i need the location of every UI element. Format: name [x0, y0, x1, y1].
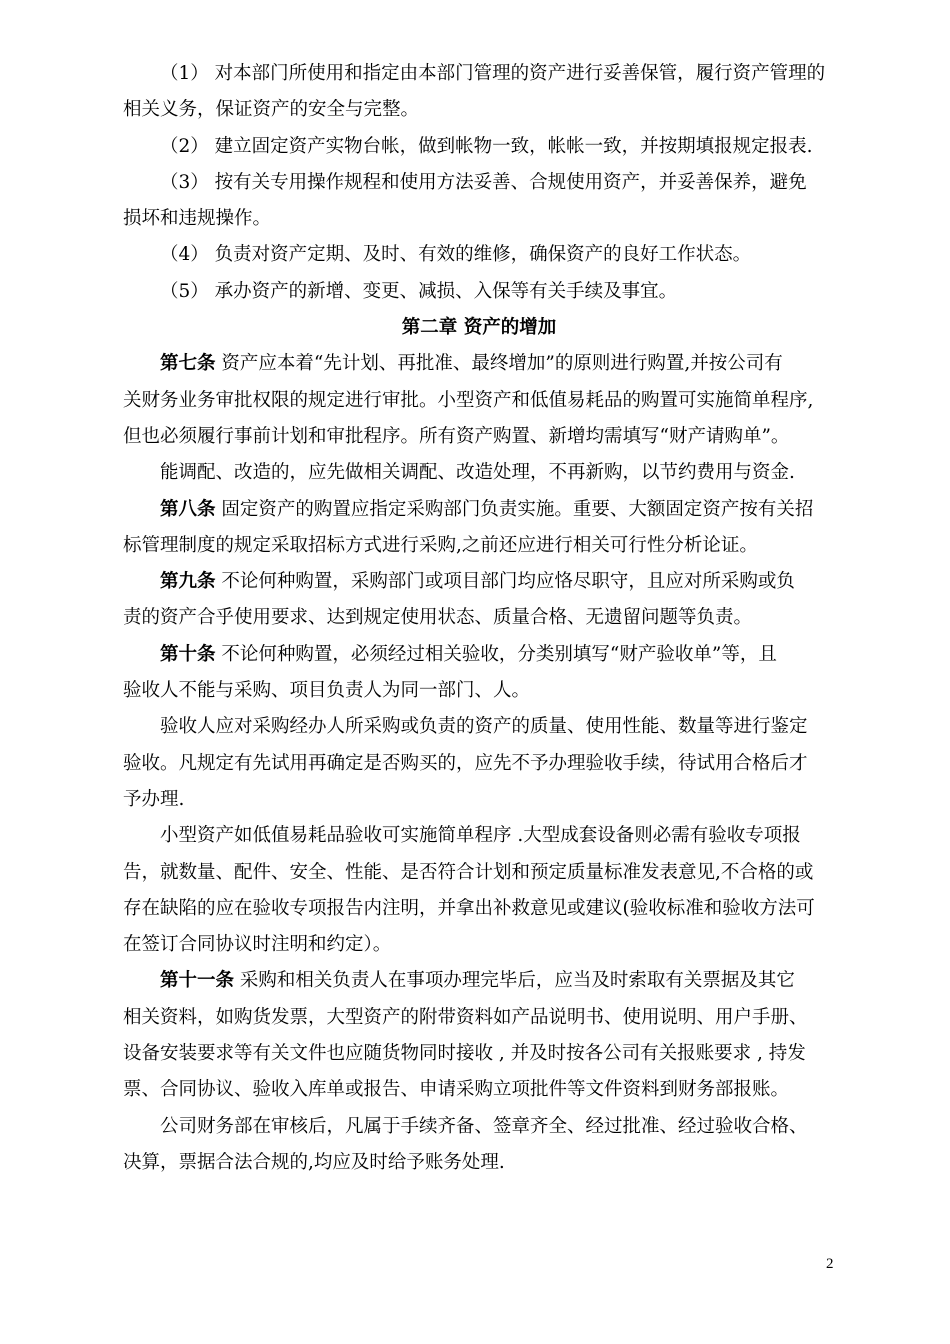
article-10-line-2: 验收人不能与采购、项目负责人为同一部门、人。 — [123, 680, 531, 702]
duty-item-1-line-2: 相关义务，保证资产的安全与完整。 — [123, 99, 420, 121]
article-9-line-1: 第九条 不论何种购置，采购部门或项目部门均应恪尽职守，且应对所采购或负 — [160, 571, 795, 593]
article-label: 第七条 — [160, 353, 216, 375]
article-11-para-2-line-2: 决算，票据合法合规的,均应及时给予账务处理. — [123, 1151, 505, 1173]
article-label: 第九条 — [160, 571, 216, 593]
article-10-para-2-line-2: 验收。凡规定有先试用再确定是否购买的，应先不予办理验收手续，待试用合格后才 — [123, 752, 808, 774]
article-9-line-2: 责的资产合乎使用要求、达到规定使用状态、质量合格、无遗留问题等负责。 — [123, 607, 753, 629]
article-10-para-2-line-3: 予办理. — [123, 788, 185, 810]
chapter-heading: 第二章 资产的增加 — [401, 317, 557, 339]
document-body — [123, 56, 835, 1181]
article-10-para-2-line-1: 验收人应对采购经办人所采购或负责的资产的质量、使用性能、数量等进行鉴定 — [160, 716, 808, 738]
article-label: 第十一条 — [160, 970, 235, 992]
article-8-line-1: 第八条 固定资产的购置应指定采购部门负责实施。重要、大额固定资产按有关招 — [160, 498, 814, 520]
article-10-para-3-line-3: 存在缺陷的应在验收专项报告内注明，并拿出补救意见或建议(验收标准和验收方法可 — [123, 897, 815, 919]
article-10-para-3-line-2: 告，就数量、配件、安全、性能、是否符合计划和预定质量标准发表意见,不合格的或 — [123, 861, 814, 883]
article-11-line-4: 票、合同协议、验收入库单或报告、申请采购立项批件等文件资料到财务部报账。 — [123, 1079, 790, 1101]
duty-item-5: （5） 承办资产的新增、变更、减损、入保等有关手续及事宜。 — [160, 280, 678, 302]
article-7-line-3: 但也必须履行事前计划和审批程序。所有资产购置、新增均需填写“财产请购单”。 — [123, 425, 790, 447]
article-10-para-3-line-4: 在签订合同协议时注明和约定）。 — [123, 934, 392, 956]
duty-item-3-line-2: 损坏和违规操作。 — [123, 208, 272, 230]
article-7-line-2: 关财务业务审批权限的规定进行审批。小型资产和低值易耗品的购置可实施简单程序, — [123, 389, 814, 411]
article-11-line-2: 相关资料，如购货发票，大型资产的附带资料如产品说明书、使用说明、用户手册、 — [123, 1006, 808, 1028]
article-11-para-2-line-1: 公司财务部在审核后，凡属于手续齐备、签章齐全、经过批准、经过验收合格、 — [160, 1115, 808, 1137]
article-10-para-3-line-1: 小型资产如低值易耗品验收可实施简单程序 .大型成套设备则必需有验收专项报 — [160, 825, 801, 847]
page-number: 2 — [826, 1256, 834, 1272]
article-8-line-2: 标管理制度的规定采取招标方式进行采购,之前还应进行相关可行性分析论证。 — [123, 534, 758, 556]
article-11-line-1: 第十一条 采购和相关负责人在事项办理完毕后，应当及时索取有关票据及其它 — [160, 970, 795, 992]
article-label: 第十条 — [160, 643, 216, 665]
article-11-line-3: 设备安装要求等有关文件也应随货物同时接收 , 并及时按各公司有关报账要求 , 持发 — [123, 1043, 806, 1065]
article-7-line-1: 第七条 资产应本着“先计划、再批准、最终增加”的原则进行购置,并按公司有 — [160, 353, 783, 375]
duty-item-3-line-1: （3） 按有关专用操作规程和使用方法妥善、合规使用资产，并妥善保养，避免 — [160, 171, 807, 193]
article-7-line-4: 能调配、改造的，应先做相关调配、改造处理，不再新购，以节约费用与资金. — [160, 462, 795, 484]
duty-item-4: （4） 负责对资产定期、及时、有效的维修，确保资产的良好工作状态。 — [160, 244, 752, 266]
article-10-line-1: 第十条 不论何种购置，必须经过相关验收，分类别填写“财产验收单”等，且 — [160, 643, 777, 665]
duty-item-1-line-1: （1） 对本部门所使用和指定由本部门管理的资产进行妥善保管，履行资产管理的 — [160, 63, 826, 84]
duty-item-2: （2） 建立固定资产实物台帐，做到帐物一致，帐帐一致，并按期填报规定报表. — [160, 135, 813, 157]
article-label: 第八条 — [160, 498, 216, 520]
